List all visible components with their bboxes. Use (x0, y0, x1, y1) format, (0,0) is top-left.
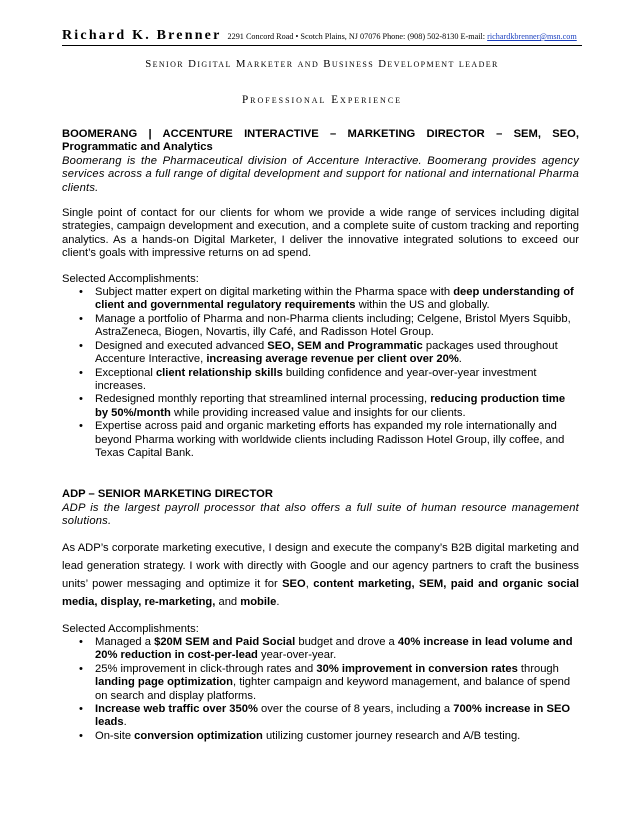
candidate-name: Richard K. Brenner (62, 28, 222, 43)
contact-details (228, 32, 577, 41)
list-item: • On-site conversion optimization utilizing customer journey research and A/B testing. (62, 730, 579, 743)
contact-header (62, 26, 582, 44)
list-item: • Increase web traffic over 350% over the course of 8 years, including a 700% increase in SEO leads. (62, 703, 579, 730)
job-entry-adp (62, 488, 579, 743)
email-link[interactable]: richardkbrenner@msn.com (487, 32, 577, 41)
contact-address-phone: 2291 Concord Road • Scotch Plains, NJ 07076 Phone: (908) 502-8130 E-mail: (227, 32, 488, 41)
list-item: • Redesigned monthly reporting that streamlined internal processing, reducing production time by 50%/month while providing increased value and insights for our clients. (62, 393, 579, 420)
list-item: • Managed a $20M SEM and Paid Social budget and drove a 40% increase in lead volume and 20% reduction in cost-per-lead year-over-year. (62, 636, 579, 663)
job-title: ADP – SENIOR MARKETING DIRECTOR (62, 488, 273, 501)
professional-title: Senior Digital Marketer and Business Development leader (145, 58, 499, 70)
accomplishments-label: Selected Accomplishments: (62, 272, 199, 285)
accomplishments-label: Selected Accomplishments: (62, 622, 199, 635)
job-description: Boomerang is the Pharmaceutical division of Accenture Interactive. Boomerang provides agency services across a full range of digital development and support for national and international Pharma clients. (62, 154, 579, 194)
list-item: • Manage a portfolio of Pharma and non-Pharma clients including; Celgene, Bristol Myers Squibb, AstraZeneca, Biogen, Novartis, illy Café, and Radisson Hotel Group. (62, 313, 579, 340)
list-item: • Exceptional client relationship skills building confidence and year-over-year investment increases. (62, 367, 579, 394)
job-title: BOOMERANG | ACCENTURE INTERACTIVE – MARKETING DIRECTOR – SEM, SEO, Programmatic and Analytics (62, 128, 579, 154)
list-item: • Designed and executed advanced SEO, SEM and Programmatic packages used throughout Accenture Interactive, increasing average revenue per client over 20%. (62, 340, 579, 367)
job-entry-boomerang (62, 128, 579, 460)
section-spacer (62, 460, 579, 488)
job-description: ADP is the largest payroll processor that also offers a full suite of human resource management solutions. (62, 501, 579, 528)
experience-section (62, 128, 579, 743)
header-divider (62, 45, 582, 46)
list-item: • Expertise across paid and organic marketing efforts has expanded my role internationally and beyond Pharma working with worldwide clients including Radisson Hotel Group, illy coffee, and Texas Capital Bank. (62, 420, 579, 460)
job-summary: Single point of contact for our clients for whom we provide a wide range of services including digital strategies, campaign development and execution, and a complete suite of custom tracking and reporting analytics. As a hands-on Digital Marketer, I deliver the innovative integrated solutions to exceed our client’s goals with impressive returns on ad spend. (62, 207, 579, 260)
section-heading: Professional Experience (241, 94, 403, 106)
accomplishments-list (62, 286, 579, 460)
accomplishments-list (62, 636, 579, 743)
job-summary: As ADP’s corporate marketing executive, I design and execute the company’s B2B digital marketing and lead generation strategy. I work with directly with Google and our agency partners to craft the business units’ power messaging and optimize it for SEO, content marketing, SEM, paid and organic social media, display, re-marketing, and mobile. (62, 541, 579, 608)
list-item: • Subject matter expert on digital marketing within the Pharma space with deep understanding of client and governmental regulatory requirements within the US and globally. (62, 286, 579, 313)
list-item: • 25% improvement in click-through rates and 30% improvement in conversion rates through landing page optimization, tighter campaign and keyword management, and balance of spend on search and display platforms. (62, 663, 579, 703)
